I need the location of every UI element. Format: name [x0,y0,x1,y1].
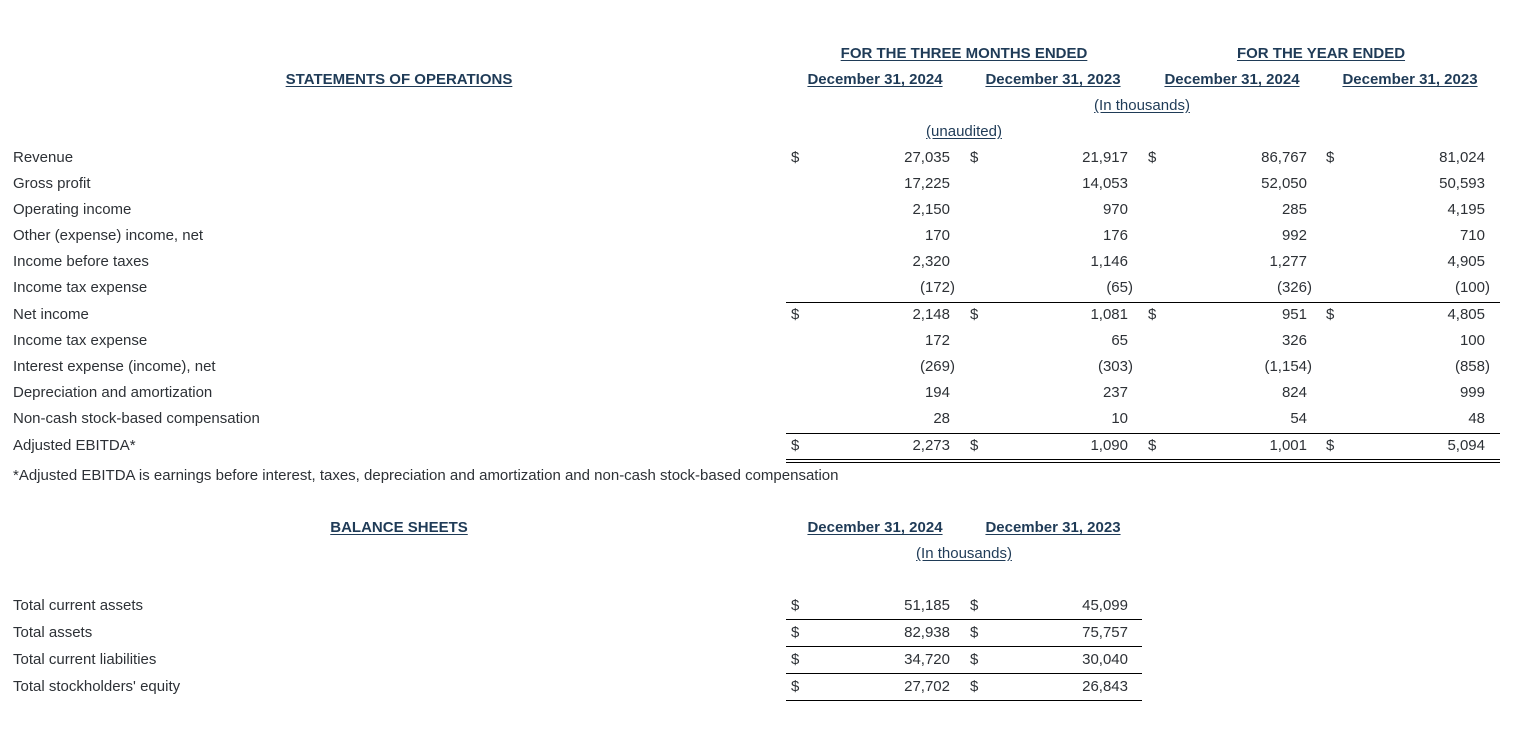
three-months-header: FOR THE THREE MONTHS ENDED [840,45,1088,62]
total-double-rule [786,459,1500,460]
cell-value: 4,195 [1447,201,1485,218]
currency-symbol: $ [1326,149,1335,166]
cell-value: 65 [1111,332,1128,349]
cell-value: 27,702 [904,678,950,695]
cell-value: 970 [1102,201,1128,218]
row-rule [786,619,1142,620]
cell-value: 27,035 [904,149,950,166]
cell-value: 48 [1468,410,1485,427]
currency-symbol: $ [970,149,979,166]
row-label: Income before taxes [13,253,149,270]
units-note: (In thousands) [916,545,1012,562]
unaudited-note: (unaudited) [926,123,1002,140]
currency-symbol: $ [791,437,800,454]
balance-title: BALANCE SHEETS [330,519,468,536]
footnote: *Adjusted EBITDA is earnings before interest, taxes, depreciation and amortization and non-cash stock-based compensation [13,467,839,484]
row-label: Interest expense (income), net [13,358,216,375]
cell-value: 951 [1281,306,1307,323]
currency-symbol: $ [791,306,800,323]
cell-value: 1,090 [1090,437,1128,454]
operations-title: STATEMENTS OF OPERATIONS [285,71,513,88]
cell-value: (303) [1097,358,1133,375]
cell-value: 710 [1459,227,1485,244]
cell-value: 1,146 [1090,253,1128,270]
currency-symbol: $ [791,624,800,641]
row-label: Total current assets [13,597,144,614]
row-label: Depreciation and amortization [13,384,213,401]
cell-value: 52,050 [1261,175,1307,192]
cell-value: (65) [1106,279,1133,296]
cell-value: 45,099 [1082,597,1128,614]
cell-value: 81,024 [1439,149,1485,166]
row-label: Income tax expense [13,279,148,296]
cell-value: 100 [1459,332,1485,349]
cell-value: 75,757 [1082,624,1128,641]
row-label: Gross profit [13,175,91,192]
currency-symbol: $ [970,437,979,454]
cell-value: 86,767 [1261,149,1307,166]
row-label: Total current liabilities [13,651,157,668]
currency-symbol: $ [791,597,800,614]
currency-symbol: $ [1148,437,1157,454]
currency-symbol: $ [970,678,979,695]
cell-value: 2,320 [912,253,950,270]
cell-value: 194 [924,384,950,401]
cell-value: 50,593 [1439,175,1485,192]
cell-value: 14,053 [1082,175,1128,192]
cell-value: (326) [1276,279,1312,296]
row-rule [786,673,1142,674]
cell-value: (1,154) [1264,358,1312,375]
currency-symbol: $ [1326,306,1335,323]
row-rule [786,700,1142,701]
cell-value: 21,917 [1082,149,1128,166]
cell-value: 172 [924,332,950,349]
column-header: December 31, 2023 [1342,71,1478,88]
row-label: Net income [13,306,89,323]
column-header: December 31, 2023 [985,71,1121,88]
cell-value: 2,148 [912,306,950,323]
cell-value: (269) [919,358,955,375]
cell-value: 34,720 [904,651,950,668]
cell-value: (172) [919,279,955,296]
cell-value: 4,805 [1447,306,1485,323]
row-label: Total assets [13,624,93,641]
cell-value: 1,001 [1269,437,1307,454]
total-double-rule [786,462,1500,463]
subtotal-rule [786,302,1500,303]
cell-value: 285 [1281,201,1307,218]
currency-symbol: $ [1148,306,1157,323]
row-label: Revenue [13,149,74,166]
row-label: Other (expense) income, net [13,227,204,244]
cell-value: 999 [1459,384,1485,401]
cell-value: 26,843 [1082,678,1128,695]
year-ended-header: FOR THE YEAR ENDED [1236,45,1406,62]
cell-value: 28 [933,410,950,427]
cell-value: 5,094 [1447,437,1485,454]
cell-value: 824 [1281,384,1307,401]
column-header: December 31, 2024 [807,71,943,88]
currency-symbol: $ [970,597,979,614]
cell-value: 326 [1281,332,1307,349]
row-label: Adjusted EBITDA* [13,437,136,454]
cell-value: 82,938 [904,624,950,641]
units-note: (In thousands) [1094,97,1190,114]
cell-value: 170 [924,227,950,244]
cell-value: 17,225 [904,175,950,192]
currency-symbol: $ [791,149,800,166]
currency-symbol: $ [970,624,979,641]
cell-value: 30,040 [1082,651,1128,668]
row-label: Total stockholders' equity [13,678,181,695]
cell-value: 2,273 [912,437,950,454]
subtotal-rule [786,433,1500,434]
currency-symbol: $ [1148,149,1157,166]
row-label: Operating income [13,201,132,218]
currency-symbol: $ [1326,437,1335,454]
cell-value: 51,185 [904,597,950,614]
currency-symbol: $ [791,651,800,668]
cell-value: 1,277 [1269,253,1307,270]
cell-value: 4,905 [1447,253,1485,270]
cell-value: 54 [1290,410,1307,427]
currency-symbol: $ [791,678,800,695]
row-label: Non-cash stock-based compensation [13,410,260,427]
currency-symbol: $ [970,651,979,668]
row-label: Income tax expense [13,332,148,349]
cell-value: 237 [1102,384,1128,401]
cell-value: 176 [1102,227,1128,244]
cell-value: (100) [1454,279,1490,296]
cell-value: (858) [1454,358,1490,375]
row-rule [786,646,1142,647]
cell-value: 992 [1281,227,1307,244]
column-header: December 31, 2023 [985,519,1121,536]
column-header: December 31, 2024 [807,519,943,536]
cell-value: 1,081 [1090,306,1128,323]
cell-value: 10 [1111,410,1128,427]
cell-value: 2,150 [912,201,950,218]
currency-symbol: $ [970,306,979,323]
column-header: December 31, 2024 [1164,71,1300,88]
